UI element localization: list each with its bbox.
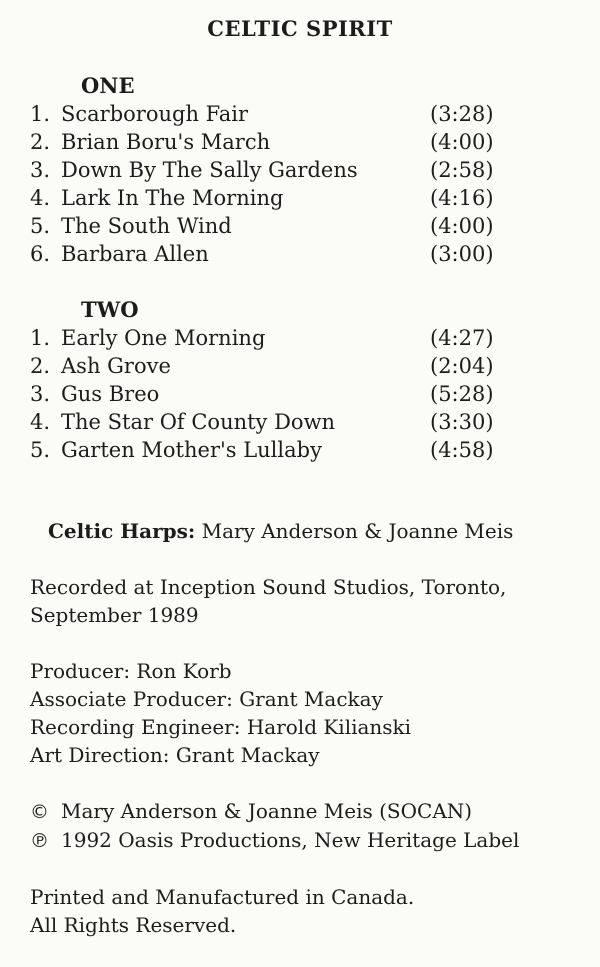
track-duration: (4:00) — [430, 130, 494, 154]
performers-label: Celtic Harps: — [48, 519, 196, 543]
rights-notices — [30, 797, 590, 855]
track-name: Down By The Sally Gardens — [61, 158, 358, 182]
track-name: Lark In The Morning — [61, 186, 284, 210]
track-number: 6. — [30, 242, 51, 266]
track-duration: (3:00) — [430, 242, 494, 266]
track-row — [30, 436, 494, 464]
track-number: 2. — [30, 130, 51, 154]
copyright-icon: © — [30, 801, 49, 823]
track-number: 2. — [30, 354, 51, 378]
track-number: 4. — [30, 186, 51, 210]
track-row — [30, 380, 494, 408]
track-number: 5. — [30, 438, 51, 462]
album-title: CELTIC SPIRIT — [207, 16, 393, 41]
phonogram-icon: ℗ — [30, 830, 49, 852]
track-row — [30, 156, 494, 184]
track-name: Barbara Allen — [61, 242, 209, 266]
side-title: ONE — [81, 73, 135, 98]
track-number: 4. — [30, 410, 51, 434]
recording-location: Recorded at Inception Sound Studios, Toronto, — [30, 575, 507, 599]
track-number: 3. — [30, 382, 51, 406]
track-name: Early One Morning — [61, 326, 266, 350]
track-name: The South Wind — [61, 214, 232, 238]
phonogram-text: 1992 Oasis Productions, New Heritage Label — [61, 828, 520, 852]
recording-date: September 1989 — [30, 603, 199, 627]
track-duration: (4:16) — [430, 186, 494, 210]
recording-engineer-credit: Recording Engineer: Harold Kilianski — [30, 715, 412, 739]
track-number: 5. — [30, 214, 51, 238]
track-row — [30, 408, 494, 436]
staff-credits — [30, 657, 590, 769]
track-duration: (5:28) — [430, 382, 494, 406]
track-number: 1. — [30, 102, 51, 126]
track-row — [30, 324, 494, 352]
track-row — [30, 184, 494, 212]
rights-reserved: All Rights Reserved. — [30, 913, 237, 937]
track-name: Garten Mother's Lullaby — [61, 438, 322, 462]
track-number: 3. — [30, 158, 51, 182]
copyright-text: Mary Anderson & Joanne Meis (SOCAN) — [61, 799, 473, 823]
track-name: Scarborough Fair — [61, 102, 249, 126]
track-duration: (3:28) — [430, 102, 494, 126]
track-number: 1. — [30, 326, 51, 350]
track-duration: (4:00) — [430, 214, 494, 238]
track-duration: (3:30) — [430, 410, 494, 434]
side-one — [30, 72, 494, 268]
art-direction-credit: Art Direction: Grant Mackay — [30, 743, 320, 767]
credits — [30, 517, 590, 967]
associate-producer-credit: Associate Producer: Grant Mackay — [30, 687, 383, 711]
track-row — [30, 240, 494, 268]
track-row — [30, 100, 494, 128]
track-name: The Star Of County Down — [61, 410, 336, 434]
producer-credit: Producer: Ron Korb — [30, 659, 232, 683]
track-duration: (4:58) — [430, 438, 494, 462]
manufacturing-note: Printed and Manufactured in Canada. — [30, 885, 415, 909]
copyright-line — [30, 797, 590, 826]
track-row — [30, 128, 494, 156]
track-duration: (2:04) — [430, 354, 494, 378]
track-list — [30, 324, 494, 464]
track-name: Ash Grove — [61, 354, 171, 378]
performers-names: Mary Anderson & Joanne Meis — [201, 519, 514, 543]
side-two — [30, 296, 494, 464]
phonogram-line — [30, 826, 590, 855]
footer-notice — [30, 883, 590, 939]
track-duration: (4:27) — [430, 326, 494, 350]
performers-credit — [48, 517, 590, 545]
track-name: Gus Breo — [61, 382, 160, 406]
track-duration: (2:58) — [430, 158, 494, 182]
track-row — [30, 352, 494, 380]
track-name: Brian Boru's March — [61, 130, 271, 154]
track-list — [30, 100, 494, 268]
track-row — [30, 212, 494, 240]
side-title: TWO — [81, 297, 139, 322]
recording-info — [30, 573, 590, 629]
